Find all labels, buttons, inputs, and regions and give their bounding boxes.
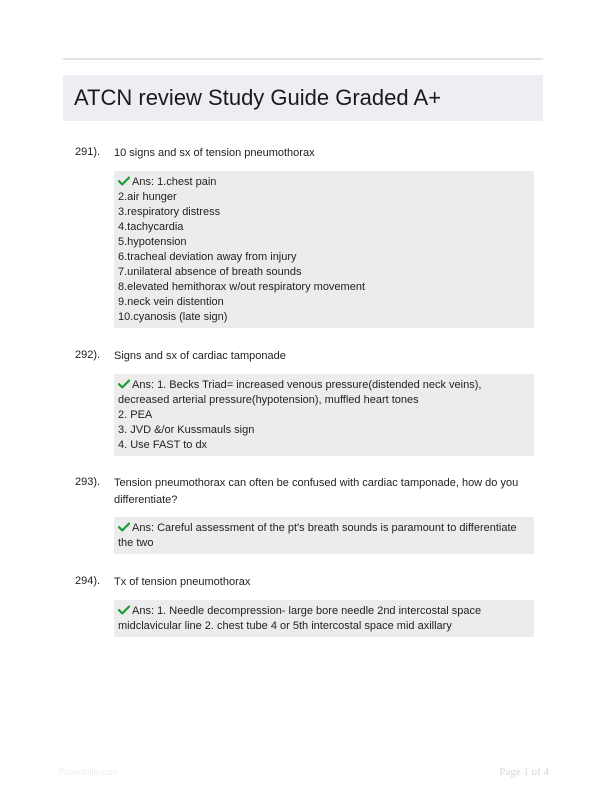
question-number: 293).	[75, 476, 101, 488]
question-number: 291).	[75, 146, 101, 158]
answer-line: 9.neck vein distention	[118, 296, 224, 308]
top-divider	[63, 58, 543, 60]
answer-line: 4. Use FAST to dx	[118, 439, 208, 451]
answer-line: Ans: Careful assessment of the pt's breath sounds is paramount to differentiate the two	[118, 522, 517, 549]
question-text: Tx of tension pneumothorax	[114, 576, 251, 588]
answer-line: 3.respiratory distress	[118, 206, 221, 218]
check-icon	[118, 605, 130, 615]
answer-line: 5.hypotension	[118, 236, 187, 248]
question-text: Tension pneumothorax can often be confused with cardiac tamponade, how do you differentiate?	[114, 477, 519, 506]
answer-box	[114, 517, 534, 554]
answer-line: Ans: 1.chest pain	[118, 175, 530, 190]
watermark-text: Paperfolio.com	[58, 767, 119, 777]
answer-line: 8.elevated hemithorax w/out respiratory movement	[118, 281, 366, 293]
page-title: ATCN review Study Guide Graded A+	[74, 85, 442, 110]
answer-box	[114, 374, 534, 456]
answer-line: 6.tracheal deviation away from injury	[118, 251, 297, 263]
answer-line: Ans: 1. Needle decompression- large bore needle 2nd intercostal space midclavicular line 2. chest tube 4 or 5th intercostal space mid axillary	[118, 605, 482, 632]
title-banner	[63, 75, 543, 121]
question-number: 294).	[75, 575, 101, 587]
answer-line: 7.unilateral absence of breath sounds	[118, 266, 302, 278]
answer-line: Ans: 1. Becks Triad= increased venous pressure(distended neck veins), decreased arterial pressure(hypotension), muffled heart tones	[118, 379, 482, 406]
answer-line: 2.air hunger	[118, 191, 177, 203]
answer-box	[114, 171, 534, 328]
check-icon	[118, 379, 130, 389]
answer-box	[114, 600, 534, 637]
answer-line: 10.cyanosis (late sign)	[118, 311, 228, 323]
question-number: 292).	[75, 349, 101, 361]
page-indicator: Page 1 of 4	[499, 766, 549, 778]
answer-line: 4.tachycardia	[118, 221, 184, 233]
answer-line: 2. PEA	[118, 409, 153, 421]
check-icon	[118, 522, 130, 532]
check-icon	[118, 176, 130, 186]
question-text: 10 signs and sx of tension pneumothorax	[114, 147, 315, 159]
answer-line: 3. JVD &/or Kussmauls sign	[118, 424, 255, 436]
question-text: Signs and sx of cardiac tamponade	[114, 350, 286, 362]
